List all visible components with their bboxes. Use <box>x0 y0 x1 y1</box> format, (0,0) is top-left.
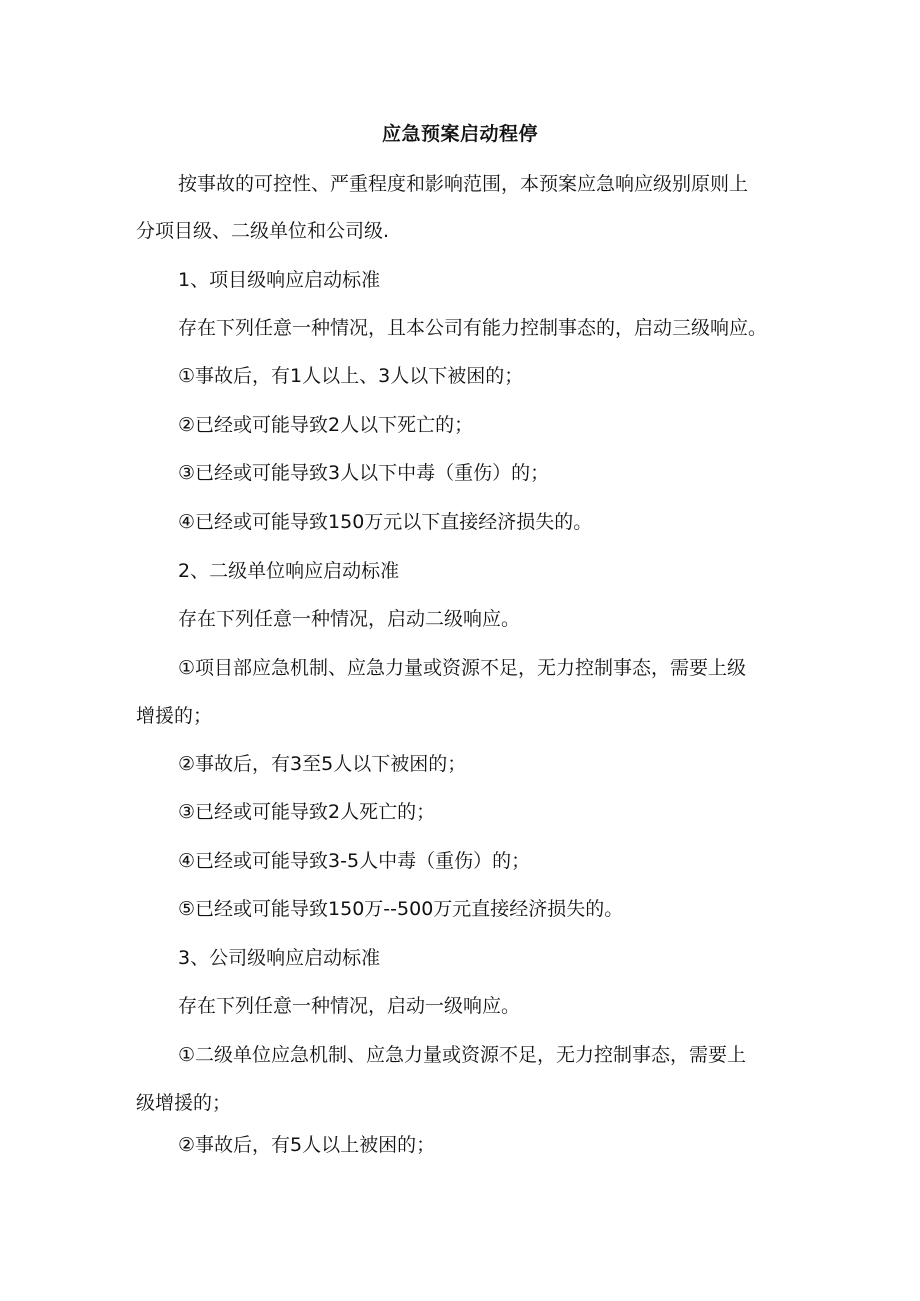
project-level-item-2: ②已经或可能导致2人以下死亡的； <box>178 414 474 436</box>
intro-paragraph-line-2: 分项目级、二级单位和公司级. <box>136 220 390 242</box>
secondary-unit-item-2: ②事故后，有3至5人以下被困的； <box>178 753 467 775</box>
project-level-condition-intro: 存在下列任意一种情况，且本公司有能力控制事态的，启动三级响应。 <box>178 317 768 339</box>
secondary-unit-item-1-line-2: 增援的； <box>136 705 213 727</box>
secondary-unit-item-1-line-1: ①项目部应急机制、应急力量或资源不足，无力控制事态，需要上级 <box>178 657 747 679</box>
section-heading-project-level: 1、项目级响应启动标准 <box>178 269 381 291</box>
company-level-item-2: ②事故后，有5人以上被困的； <box>178 1134 436 1156</box>
project-level-item-4: ④已经或可能导致150万元以下直接经济损失的。 <box>178 511 593 533</box>
section-heading-secondary-unit-level: 2、二级单位响应启动标准 <box>178 560 400 582</box>
secondary-unit-condition-intro: 存在下列任意一种情况，启动二级响应。 <box>178 608 521 630</box>
secondary-unit-item-3: ③已经或可能导致2人死亡的； <box>178 801 436 823</box>
section-heading-company-level: 3、公司级响应启动标准 <box>178 947 381 969</box>
company-level-condition-intro: 存在下列任意一种情况，启动一级响应。 <box>178 995 521 1017</box>
intro-paragraph-line-1: 按事故的可控性、严重程度和影响范围，本预案应急响应级别原则上 <box>178 173 749 195</box>
secondary-unit-item-4: ④已经或可能导致3-5人中毒（重伤）的； <box>178 850 531 872</box>
company-level-item-1-line-1: ①二级单位应急机制、应急力量或资源不足，无力控制事态，需要上 <box>178 1044 747 1066</box>
secondary-unit-item-5: ⑤已经或可能导致150万--500万元直接经济损失的。 <box>178 898 624 920</box>
company-level-item-1-line-2: 级增援的； <box>136 1092 232 1114</box>
project-level-item-3: ③已经或可能导致3人以下中毒（重伤）的； <box>178 462 550 484</box>
document-title: 应急预案启动程停 <box>381 123 538 145</box>
project-level-item-1: ①事故后，有1人以上、3人以下被困的； <box>178 365 524 387</box>
